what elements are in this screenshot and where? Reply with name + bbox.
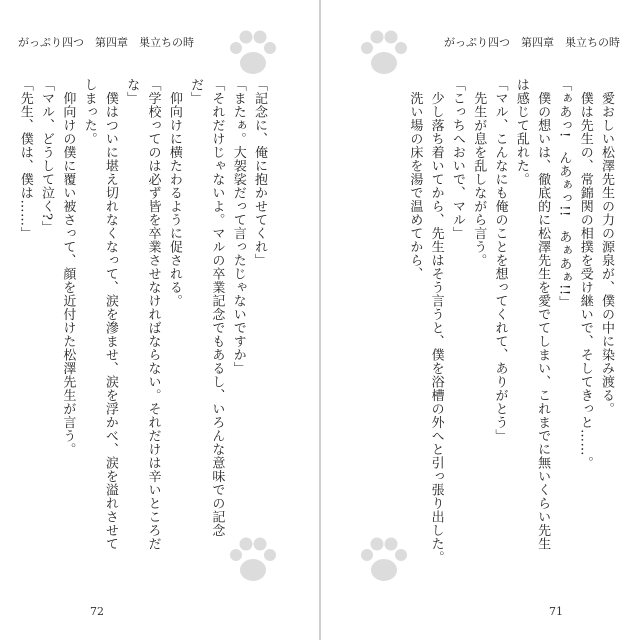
- text-line: 「それだけじゃないよ。マルの卒業記念でもあるし、いろんな意味での記念: [209, 78, 225, 537]
- text-line: 少し落ち着いてから、先生はそう言うと、僕を浴槽の外へと引っ張り出した。: [428, 78, 444, 564]
- body-text: [349, 78, 617, 564]
- right-page: [321, 0, 640, 640]
- text-line: 僕はついに堪え切れなくなって、涙を滲ませ、涙を浮かべ、涙を溢れさせて: [102, 78, 118, 551]
- running-header: がっぷり四つ 第四章 巣立ちの時: [444, 36, 620, 49]
- text-line: 洗い場の床を湯で温めてから、: [407, 78, 423, 281]
- paw-print-icon: [228, 535, 278, 585]
- paw-print-icon: [359, 535, 409, 585]
- text-line: 「マル、どうして泣く?」: [39, 78, 55, 234]
- text-line: 仰向けに横たわるように促される。: [166, 78, 182, 308]
- text-line: 僕は先生の、常錦関の相撲を受け継いで、そしてきっと……。: [577, 78, 593, 470]
- text-line: だ」: [188, 78, 204, 105]
- running-header: がっぷり四つ 第四章 巣立ちの時: [18, 36, 194, 49]
- text-line: 「マル、こんなにも俺のことを想ってくれて、ありがとう」: [492, 78, 508, 443]
- text-line: 「こっちへおいで、マル」: [449, 78, 465, 240]
- text-line: は感じて乱れた。: [513, 78, 529, 186]
- page-number: 71: [549, 605, 563, 618]
- text-line: しまった。: [81, 78, 97, 146]
- paw-print-icon: [359, 28, 409, 78]
- page-number: 72: [90, 605, 104, 618]
- text-line: 「先生、僕は、僕は……」: [17, 78, 33, 240]
- text-line: な」: [124, 78, 140, 105]
- text-line: 「記念に、俺に抱かせてくれ」: [252, 78, 267, 267]
- text-line: 仰向けの僕に覆い被さって、顔を近付けた松澤先生が言う。: [60, 78, 76, 456]
- text-line: 僕の想いは、徹底的に松澤先生を愛でてしまい、これまでに無いくらい先生: [535, 78, 551, 551]
- text-line: 先生が息を乱しながら言う。: [471, 78, 487, 267]
- paw-print-icon: [228, 28, 278, 78]
- text-line: 「ぁあっ! んあぁっ!! あぁあぁ!!」: [556, 78, 572, 310]
- text-line: 「またぁ。大袈裟だって言ったじゃないですか」: [230, 78, 246, 375]
- left-page: [0, 0, 319, 640]
- text-line: 「学校ってのは必ず皆を卒業させなければならない。それだけは辛いところだ: [145, 78, 161, 551]
- body-text: [5, 78, 270, 551]
- text-line: 愛おしい松澤先生の力の源泉が、僕の中に染み渡る。: [599, 78, 614, 416]
